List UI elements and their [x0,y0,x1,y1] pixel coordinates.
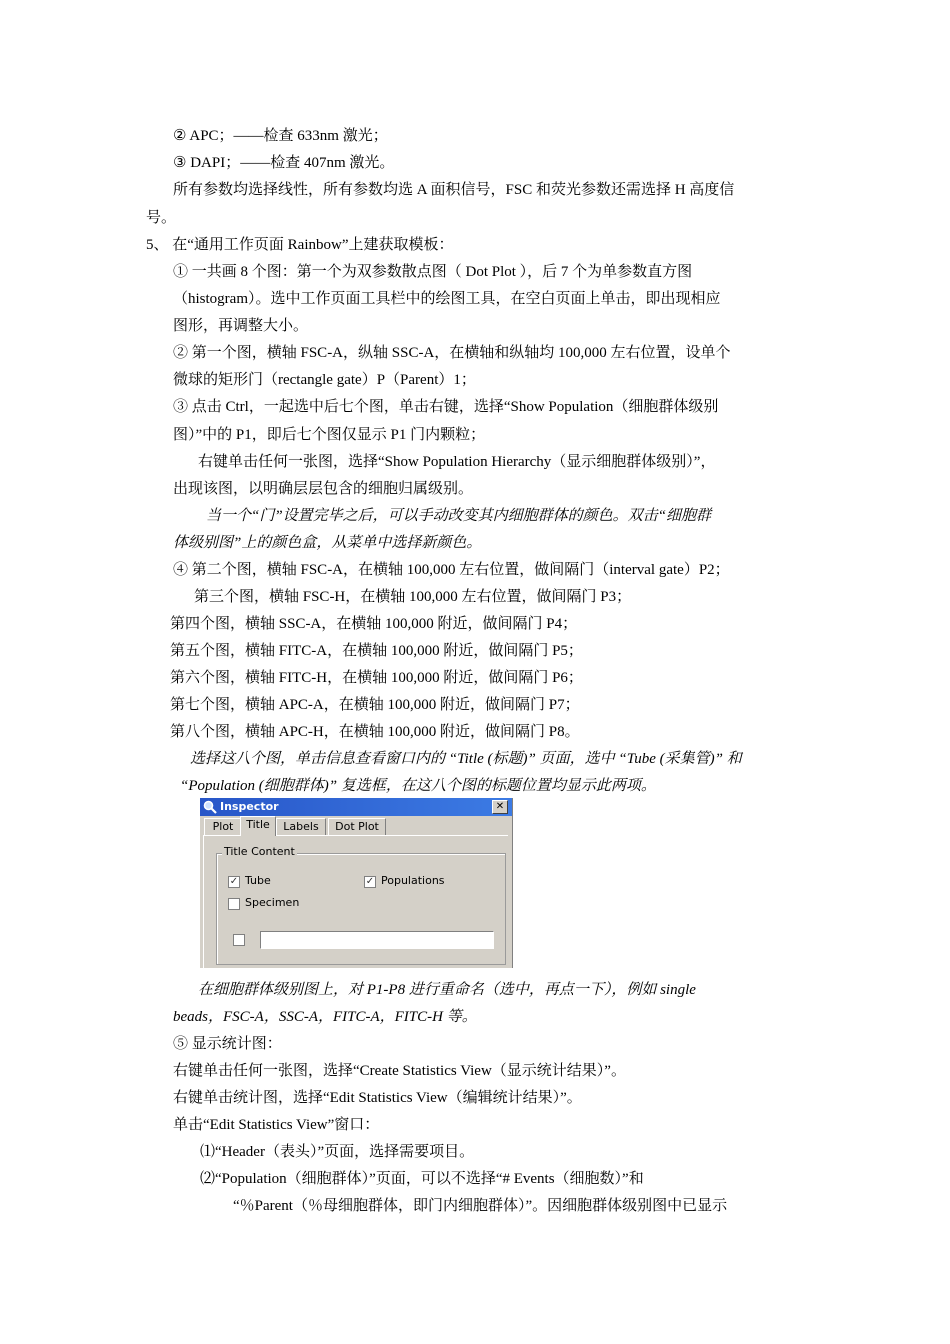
group-label: Title Content [224,845,295,858]
text-line: 5、 在“通用工作页面 Rainbow”上建获取模板： [146,237,454,253]
text-line: 右键单击任何一张图，选择“Create Statistics View（显示统计结果）”。 [173,1063,626,1079]
inspector-title-bar [200,798,512,816]
text-line: 单击“Edit Statistics View”窗口： [173,1117,380,1133]
text-line: ② APC；——检查 633nm 激光； [173,128,388,144]
italic-note-line: 体级别图”上的颜色盒，从菜单中选择新颜色。 [173,535,482,551]
text-line: ② 第一个图，横轴 FSC-A，纵轴 SSC-A，在横轴和纵轴均 100,000 左右位置，设单个 [173,345,731,361]
text-line: ⑴“Header（表头）”页面，选择需要项目。 [200,1144,475,1160]
text-line: 第四个图，横轴 SSC-A，在横轴 100,000 附近，做间隔门 P4； [170,616,578,632]
text-line: ④ 第二个图，横轴 FSC-A，在横轴 100,000 左右位置，做间隔门（interval gate）P2； [173,562,730,578]
inspector-dialog [200,798,513,968]
text-line: 微球的矩形门（rectangle gate）P（Parent）1； [173,372,476,388]
close-icon[interactable]: ✕ [492,800,508,814]
text-line: ⑵“Population（细胞群体）”页面，可以不选择“# Events（细胞数）”和 [200,1171,644,1187]
inspector-title: Inspector [220,800,279,813]
populations-label: Populations [381,874,445,887]
italic-note-line: 当一个“门”设置完毕之后，可以手动改变其内细胞群体的颜色。双击“细胞群 [206,508,712,524]
tube-label: Tube [245,874,271,887]
tube-checkbox[interactable]: ✓ [229,876,239,887]
magnifier-icon [203,800,217,814]
text-line: 第五个图，横轴 FITC-A，在横轴 100,000 附近，做间隔门 P5； [170,643,583,659]
tab-title[interactable]: Title [240,816,276,836]
specimen-label: Specimen [245,896,300,909]
text-line: 第六个图，横轴 FITC-H，在横轴 100,000 附近，做间隔门 P6； [170,670,583,686]
text-line: ① 一共画 8 个图：第一个为双参数散点图（ Dot Plot ），后 7 个为单参数直方图 [173,264,693,280]
text-line: 第三个图，横轴 FSC-H，在横轴 100,000 左右位置，做间隔门 P3； [194,589,632,605]
text-line: 右键单击任何一张图，选择“Show Population Hierarchy（显示细胞群体级别）”， [198,454,716,470]
text-line: ③ 点击 Ctrl，一起选中后七个图，单击右键，选择“Show Population（细胞群体级别 [173,399,719,415]
text-line: 号。 [146,210,177,226]
text-line: 所有参数均选择线性，所有参数均选 A 面积信号，FSC 和荧光参数还需选择 H 高度信 [173,182,735,198]
tab-labels[interactable]: Labels [276,818,326,835]
text-line: 第七个图，横轴 APC-A，在横轴 100,000 附近，做间隔门 P7； [170,697,580,713]
text-line: 右键单击统计图，选择“Edit Statistics View（编辑统计结果）”。 [173,1090,582,1106]
text-line: 图）”中的 P1，即后七个图仅显示 P1 门内颗粒； [173,427,486,443]
populations-checkbox[interactable]: ✓ [365,876,375,887]
tab-plot[interactable]: Plot [204,818,242,835]
italic-note-line: beads，FSC-A，SSC-A，FITC-A，FITC-H 等。 [173,1009,477,1025]
italic-note-line: 在细胞群体级别图上，对 P1-P8 进行重命名（选中，再点一下），例如 single [198,982,696,998]
specimen-checkbox[interactable] [228,898,240,910]
text-line: “％Parent（％母细胞群体，即门内细胞群体）”。因细胞群体级别图中已显示 [233,1198,728,1214]
custom-title-input[interactable] [260,931,494,949]
text-line: ③ DAPI；——检查 407nm 激光。 [173,155,395,171]
custom-title-checkbox[interactable] [233,934,245,946]
text-line: （histogram）。选中工作页面工具栏中的绘图工具，在空白页面上单击，即出现相应 [173,291,721,307]
text-line: 图形，再调整大小。 [173,318,309,334]
text-line: 第八个图，横轴 APC-H，在横轴 100,000 附近，做间隔门 P8。 [170,724,580,740]
tab-dot-plot[interactable]: Dot Plot [328,818,386,835]
italic-note-line: 选择这八个图，单击信息查看窗口内的 “Title (标题)” 页面，选中 “Tube (采集管)” 和 [190,751,742,767]
italic-note-line: “Population (细胞群体)” 复选框，在这八个图的标题位置均显示此两项。 [180,778,656,794]
text-line: 出现该图，以明确层层包含的细胞归属级别。 [173,481,474,497]
text-line: ⑤ 显示统计图： [173,1036,282,1052]
